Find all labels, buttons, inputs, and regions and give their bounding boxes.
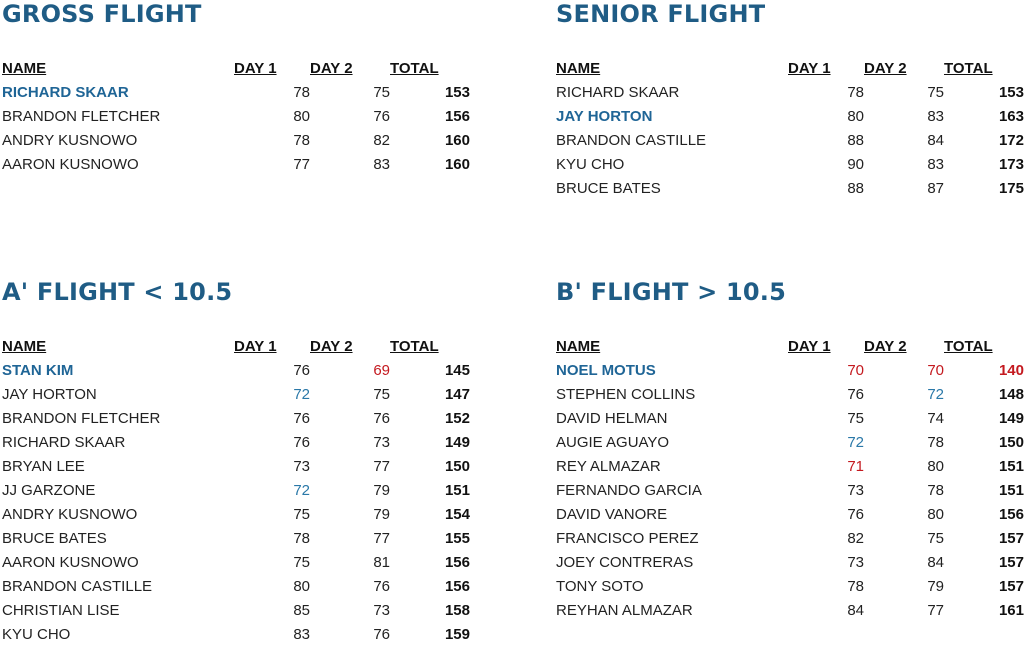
player-name: CHRISTIAN LISE — [2, 601, 120, 619]
table-row — [556, 454, 1024, 478]
day2-score: 76 — [373, 409, 390, 427]
day2-score: 69 — [373, 361, 390, 379]
leaderboard-table — [556, 334, 1024, 622]
day1-score: 75 — [293, 505, 310, 523]
day1-score: 72 — [293, 481, 310, 499]
total-score: 159 — [444, 625, 470, 643]
player-name: AARON KUSNOWO — [2, 155, 139, 173]
total-score: 147 — [444, 385, 470, 403]
day1-score: 75 — [847, 409, 864, 427]
player-name: BRANDON CASTILLE — [556, 131, 707, 149]
table-header — [2, 56, 470, 80]
table-row — [556, 430, 1024, 454]
player-name: RICHARD SKAAR — [2, 433, 126, 451]
leaderboard-table — [556, 56, 1024, 200]
player-name: REYHAN ALMAZAR — [556, 601, 693, 619]
total-score: 156 — [998, 505, 1024, 523]
player-name: BRANDON FLETCHER — [2, 409, 161, 427]
day2-score: 81 — [373, 553, 390, 571]
total-column-header: TOTAL — [390, 59, 439, 77]
table-row — [2, 430, 470, 454]
total-score: 156 — [444, 553, 470, 571]
player-name: KYU CHO — [2, 625, 71, 643]
day2-score: 74 — [927, 409, 944, 427]
day2-score: 84 — [927, 553, 944, 571]
day1-score: 84 — [847, 601, 864, 619]
table-row — [2, 358, 470, 382]
day1-score: 85 — [293, 601, 310, 619]
table-row — [556, 80, 1024, 104]
table-row — [556, 358, 1024, 382]
day1-score: 73 — [847, 553, 864, 571]
table-row — [2, 104, 470, 128]
name-column-header: NAME — [2, 337, 47, 355]
table-row — [2, 454, 470, 478]
day2-score: 75 — [927, 529, 944, 547]
flight-title: B' FLIGHT > 10.5 — [556, 278, 787, 306]
player-name: TONY SOTO — [556, 577, 644, 595]
player-name: REY ALMAZAR — [556, 457, 661, 475]
day2-column-header: DAY 2 — [864, 59, 907, 77]
day1-score: 76 — [847, 505, 864, 523]
table-header — [2, 334, 470, 358]
day2-score: 73 — [373, 433, 390, 451]
day2-score: 77 — [927, 601, 944, 619]
player-name: BRANDON FLETCHER — [2, 107, 161, 125]
player-name: FERNANDO GARCIA — [556, 481, 702, 499]
table-row — [2, 128, 470, 152]
gross-flight-section — [2, 0, 472, 176]
total-score: 150 — [998, 433, 1024, 451]
day1-score: 76 — [847, 385, 864, 403]
day2-score: 83 — [927, 155, 944, 173]
day2-score: 87 — [927, 179, 944, 197]
player-name: ANDRY KUSNOWO — [2, 505, 138, 523]
table-row — [556, 574, 1024, 598]
total-score: 151 — [998, 457, 1024, 475]
day2-score: 76 — [373, 577, 390, 595]
day1-column-header: DAY 1 — [788, 337, 831, 355]
day2-score: 80 — [927, 505, 944, 523]
day2-score: 83 — [927, 107, 944, 125]
day2-score: 77 — [373, 457, 390, 475]
name-column-header: NAME — [556, 337, 601, 355]
day1-score: 73 — [847, 481, 864, 499]
day2-score: 83 — [373, 155, 390, 173]
total-score: 172 — [998, 131, 1024, 149]
day2-score: 75 — [373, 83, 390, 101]
day2-score: 78 — [927, 433, 944, 451]
player-name: RICHARD SKAAR — [2, 83, 129, 101]
day1-score: 76 — [293, 361, 310, 379]
table-row — [556, 550, 1024, 574]
day1-score: 82 — [847, 529, 864, 547]
day1-score: 70 — [847, 361, 864, 379]
total-score: 163 — [998, 107, 1024, 125]
day1-score: 78 — [847, 83, 864, 101]
total-score: 145 — [444, 361, 470, 379]
player-name: JJ GARZONE — [2, 481, 96, 499]
table-row — [2, 526, 470, 550]
player-name: STEPHEN COLLINS — [556, 385, 696, 403]
day2-score: 84 — [927, 131, 944, 149]
day2-score: 76 — [373, 625, 390, 643]
day1-score: 71 — [847, 457, 864, 475]
total-score: 153 — [444, 83, 470, 101]
name-column-header: NAME — [2, 59, 47, 77]
player-name: RICHARD SKAAR — [556, 83, 680, 101]
total-score: 153 — [998, 83, 1024, 101]
table-row — [2, 382, 470, 406]
player-name: JOEY CONTRERAS — [556, 553, 694, 571]
table-row — [2, 622, 470, 646]
day2-score: 72 — [927, 385, 944, 403]
total-score: 157 — [998, 577, 1024, 595]
table-row — [2, 478, 470, 502]
table-row — [2, 574, 470, 598]
total-score: 152 — [444, 409, 470, 427]
player-name: AUGIE AGUAYO — [556, 433, 670, 451]
flight-title: SENIOR FLIGHT — [556, 0, 766, 28]
total-score: 156 — [444, 107, 470, 125]
table-row — [556, 152, 1024, 176]
player-name: BRUCE BATES — [556, 179, 661, 197]
table-row — [2, 406, 470, 430]
table-row — [2, 502, 470, 526]
table-row — [2, 598, 470, 622]
table-row — [2, 152, 470, 176]
total-score: 157 — [998, 553, 1024, 571]
total-score: 140 — [998, 361, 1024, 379]
day1-score: 88 — [847, 131, 864, 149]
player-name: DAVID VANORE — [556, 505, 668, 523]
total-column-header: TOTAL — [944, 337, 993, 355]
day1-score: 77 — [293, 155, 310, 173]
table-header — [556, 334, 1024, 358]
day1-score: 76 — [293, 409, 310, 427]
day1-score: 80 — [293, 107, 310, 125]
day2-column-header: DAY 2 — [864, 337, 907, 355]
total-score: 161 — [998, 601, 1024, 619]
player-name: FRANCISCO PEREZ — [556, 529, 699, 547]
leaderboard-table — [2, 334, 470, 646]
player-name: JAY HORTON — [2, 385, 97, 403]
day2-score: 75 — [927, 83, 944, 101]
total-score: 150 — [444, 457, 470, 475]
day2-score: 80 — [927, 457, 944, 475]
a-flight-section — [2, 278, 472, 646]
day2-score: 82 — [373, 131, 390, 149]
total-column-header: TOTAL — [390, 337, 439, 355]
day1-score: 83 — [293, 625, 310, 643]
b-flight-section — [556, 278, 1024, 622]
table-row — [556, 598, 1024, 622]
total-score: 175 — [998, 179, 1024, 197]
day1-column-header: DAY 1 — [234, 337, 277, 355]
table-row — [556, 104, 1024, 128]
table-row — [556, 176, 1024, 200]
day2-score: 75 — [373, 385, 390, 403]
total-score: 157 — [998, 529, 1024, 547]
day1-column-header: DAY 1 — [234, 59, 277, 77]
day1-score: 75 — [293, 553, 310, 571]
total-score: 151 — [444, 481, 470, 499]
player-name: BRUCE BATES — [2, 529, 107, 547]
day1-score: 76 — [293, 433, 310, 451]
total-score: 151 — [998, 481, 1024, 499]
total-column-header: TOTAL — [944, 59, 993, 77]
total-score: 160 — [444, 131, 470, 149]
table-row — [556, 502, 1024, 526]
leaderboard-table — [2, 56, 470, 176]
table-row — [556, 478, 1024, 502]
day2-score: 79 — [373, 505, 390, 523]
player-name: DAVID HELMAN — [556, 409, 668, 427]
table-row — [556, 406, 1024, 430]
name-column-header: NAME — [556, 59, 601, 77]
day1-score: 80 — [293, 577, 310, 595]
day2-score: 73 — [373, 601, 390, 619]
day1-score: 72 — [293, 385, 310, 403]
day1-score: 80 — [847, 107, 864, 125]
day1-score: 73 — [293, 457, 310, 475]
player-name: JAY HORTON — [556, 107, 653, 125]
day1-score: 78 — [847, 577, 864, 595]
table-row — [556, 128, 1024, 152]
day2-score: 70 — [927, 361, 944, 379]
player-name: NOEL MOTUS — [556, 361, 656, 379]
day1-score: 88 — [847, 179, 864, 197]
day1-score: 78 — [293, 131, 310, 149]
total-score: 158 — [444, 601, 470, 619]
table-row — [2, 550, 470, 574]
day2-column-header: DAY 2 — [310, 337, 353, 355]
total-score: 173 — [998, 155, 1024, 173]
day2-score: 76 — [373, 107, 390, 125]
day1-score: 90 — [847, 155, 864, 173]
day1-score: 78 — [293, 529, 310, 547]
total-score: 160 — [444, 155, 470, 173]
day1-column-header: DAY 1 — [788, 59, 831, 77]
player-name: STAN KIM — [2, 361, 74, 379]
day2-score: 79 — [373, 481, 390, 499]
total-score: 155 — [444, 529, 470, 547]
total-score: 149 — [998, 409, 1024, 427]
total-score: 149 — [444, 433, 470, 451]
player-name: KYU CHO — [556, 155, 625, 173]
table-row — [556, 526, 1024, 550]
day2-score: 77 — [373, 529, 390, 547]
total-score: 154 — [444, 505, 470, 523]
day2-column-header: DAY 2 — [310, 59, 353, 77]
player-name: AARON KUSNOWO — [2, 553, 139, 571]
day1-score: 78 — [293, 83, 310, 101]
total-score: 156 — [444, 577, 470, 595]
day2-score: 79 — [927, 577, 944, 595]
flight-title: GROSS FLIGHT — [2, 0, 202, 28]
day2-score: 78 — [927, 481, 944, 499]
senior-flight-section — [556, 0, 1024, 200]
table-header — [556, 56, 1024, 80]
player-name: BRANDON CASTILLE — [2, 577, 153, 595]
day1-score: 72 — [847, 433, 864, 451]
table-row — [556, 382, 1024, 406]
total-score: 148 — [998, 385, 1024, 403]
player-name: BRYAN LEE — [2, 457, 85, 475]
player-name: ANDRY KUSNOWO — [2, 131, 138, 149]
table-row — [2, 80, 470, 104]
flight-title: A' FLIGHT < 10.5 — [2, 278, 233, 306]
